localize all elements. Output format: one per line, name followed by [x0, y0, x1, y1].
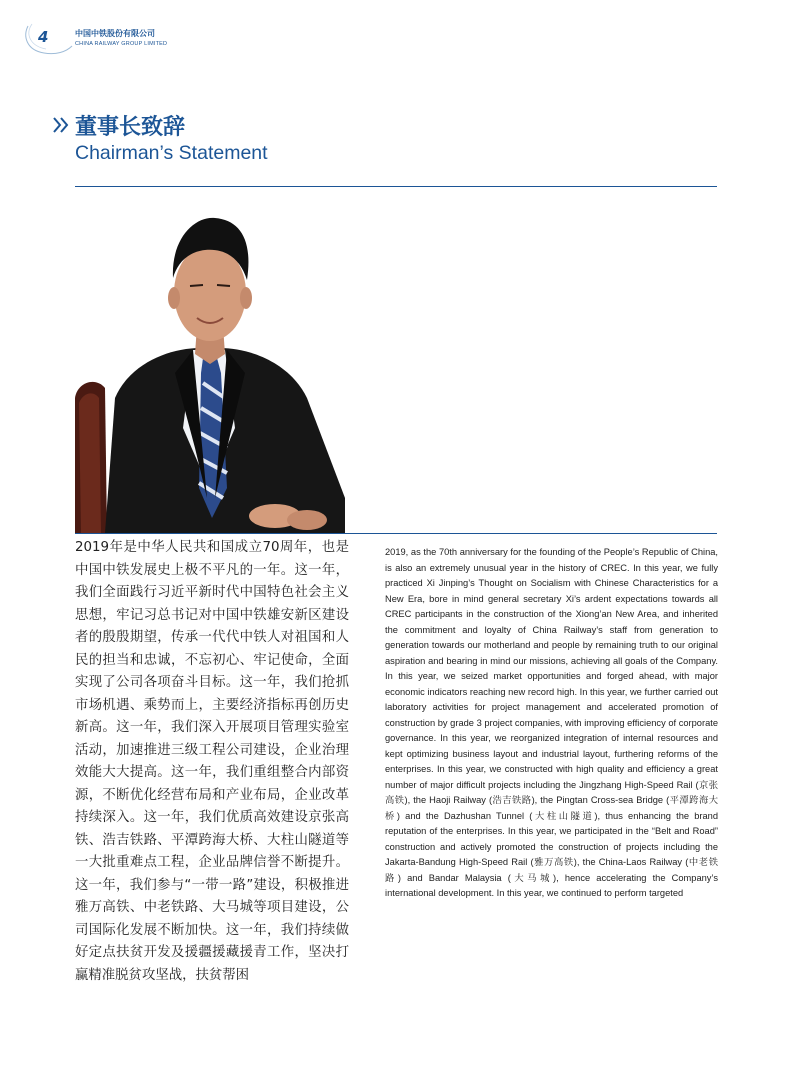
page-header: [22, 22, 222, 62]
company-name-en: CHINA RAILWAY GROUP LIMITED: [75, 41, 168, 47]
title-divider: [75, 186, 717, 187]
statement-body-en: 2019, as the 70th anniversary for the founding of the People’s Republic of China, is also an extremely unusual year in the history of CREC. In this year, we fully practiced Xi Jinping’s Thought on Socialism with Chinese Characteristics for a New Era, bore in mind general secretary Xi’s ardent expectations towards all CREC participants in the construction of the Xiong’an New Area, and inherited the commitment and loyalty of China Railway’s staff from generation to generation towards our motherland and people by remaining truth to our original aspiration and bearing in mind our missions, achieving all goals of the Company. In this year, we seized market opportunities and forged ahead, with major economic indicators reaching new record high. In this year, we further carried out laboratory activities for project management and accelerated promotion of construction by grade 3 project companies, with improving efficiency of corporate governance. In this year, we reorganized integration of internal resources and kept optimizing business layout and industrial layout, furthering reforms of the enterprises. In this year, we constructed with high quality and efficiency a great number of major difficult projects including the Jingzhang High-Speed Rail (京张高铁), the Haoji Railway (浩吉铁路), the Pingtan Cross-sea Bridge (平潭跨海大桥) and the Dazhushan Tunnel (大柱山隧道), thus enhancing the brand reputation of the enterprises. In this year, we participated in the “Belt and Road” construction and actively promoted the construction of projects including the Jakarta-Bandung High-Speed Rail (雅万高铁), the China-Laos Railway (中老铁路) and Bandar Malaysia (大马城), hence accelerating the Company’s international development. In this year, we continued to perform targeted: [385, 547, 718, 898]
chairman-photo: [75, 198, 345, 533]
statement-body-cn: 2019年是中华人民共和国成立70周年，也是中国中铁发展史上极不平凡的一年。这一年，我们全面践行习近平新时代中国特色社会主义思想，牢记习总书记对中国中铁雄安新区建设者的殷殷期望，传承一代代中铁人对祖国和人民的担当和忠诚，不忘初心、牢记使命，全面实现了公司各项奋斗目标。这一年，我们抢抓市场机遇、乘势而上，主要经济指标再创历史新高。这一年，我们深入开展项目管理实验室活动，加速推进三级工程公司建设，企业治理效能大大提高。这一年，我们重组整合内部资源，不断优化经营布局和产业布局，企业改革持续深入。这一年，我们优质高效建设京张高铁、浩吉铁路、平潭跨海大桥、大柱山隧道等一大批重难点工程，企业品牌信誉不断提升。这一年，我们参与“一带一路”建设，积极推进雅万高铁、中老铁路、大马城等项目建设，公司国际化发展不断加快。这一年，我们持续做好定点扶贫开发及援疆援藏援青工作，坚决打赢精准脱贫攻坚战，扶贫帮困: [75, 540, 349, 983]
photo-divider: [75, 533, 717, 534]
company-name-cn: 中国中铁股份有限公司: [75, 29, 155, 38]
title-cn: 董事长致辞: [75, 115, 186, 140]
page-number: 4: [38, 28, 49, 46]
title-en: Chairman’s Statement: [75, 142, 268, 164]
double-chevron-icon: [52, 116, 70, 134]
